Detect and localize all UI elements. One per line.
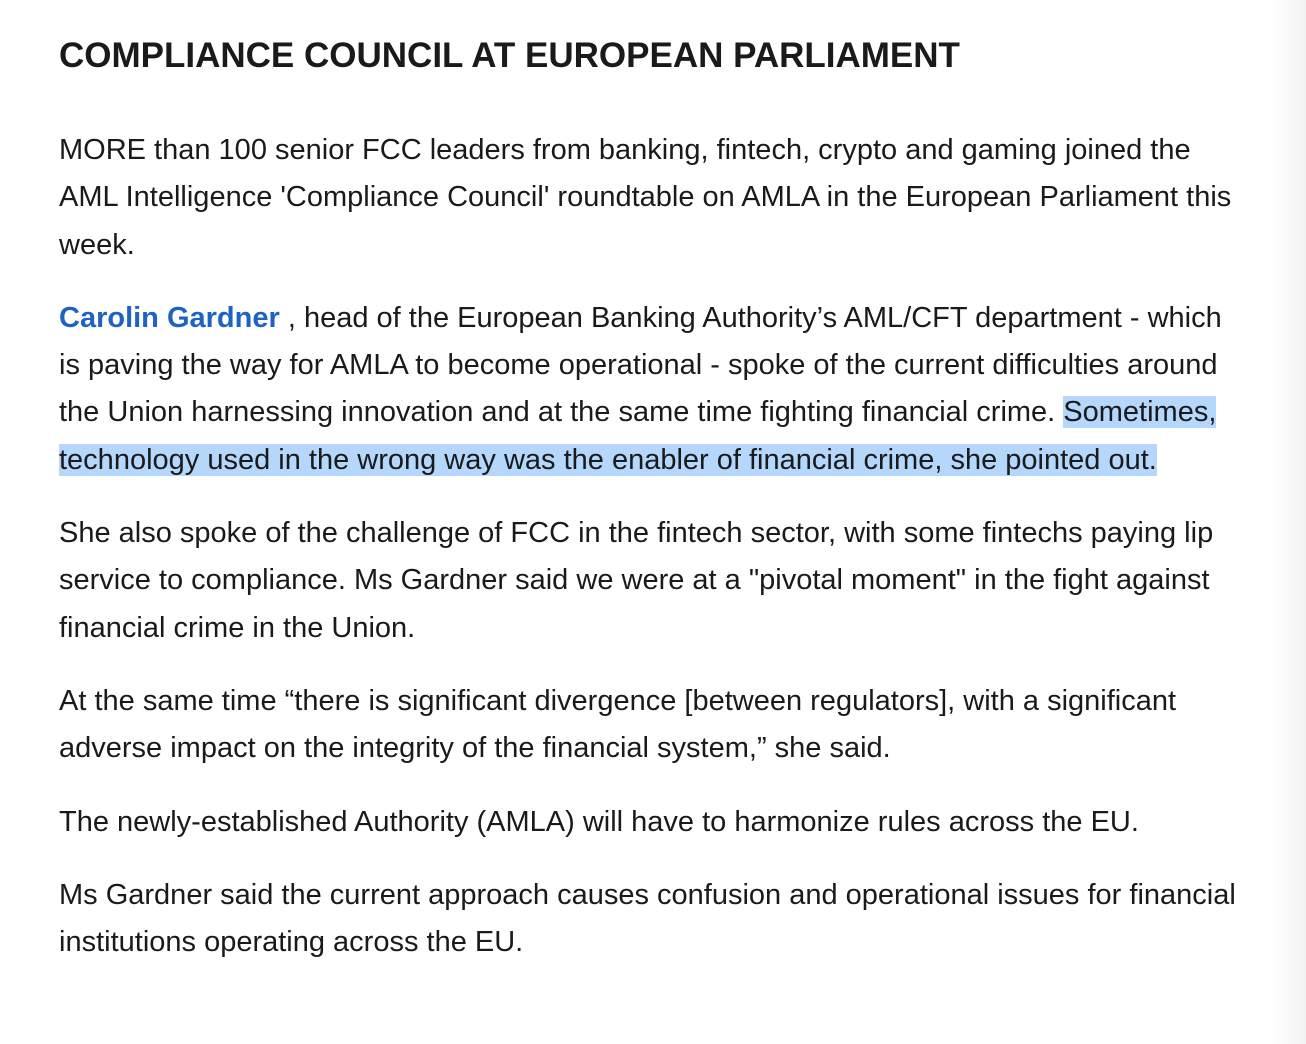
article-body (59, 38, 1249, 966)
selected-text-highlight[interactable]: Sometimes, technology used in the wrong way was the enabler of financial crime, she pointed out. (59, 396, 1217, 476)
paragraph-gardner-body: , head of the European Banking Authority’s AML/CFT department - which is paving the way for AMLA to become operational - spoke of the current difficulties around the Union harnessing innovation and at the same time fighting financial crime. (59, 301, 1222, 429)
paragraph-intro: MORE than 100 senior FCC leaders from banking, fintech, crypto and gaming joined the AML Intelligence 'Compliance Council' roundtable on AMLA in the European Parliament this week. (59, 134, 1232, 261)
paragraph-amla: The newly-established Authority (AMLA) will have to harmonize rules across the EU. (59, 805, 1139, 838)
paragraph-gardner (59, 295, 1249, 484)
article-headline: COMPLIANCE COUNCIL AT EUROPEAN PARLIAMENT (59, 36, 960, 75)
page-edge-shade (1272, 0, 1306, 1044)
paragraph-fintech: She also spoke of the challenge of FCC in the fintech sector, with some fintechs paying lip service to compliance. Ms Gardner said we were at a "pivotal moment" in the fight against financial crime in the Union. (59, 517, 1214, 644)
paragraph-divergence: At the same time “there is significant divergence [between regulators], with a significant adverse impact on the integrity of the financial system,” she said. (59, 684, 1177, 765)
carolin-gardner-link[interactable]: Carolin Gardner (59, 301, 280, 334)
paragraph-approach: Ms Gardner said the current approach causes confusion and operational issues for financial institutions operating across the EU. (59, 878, 1236, 959)
